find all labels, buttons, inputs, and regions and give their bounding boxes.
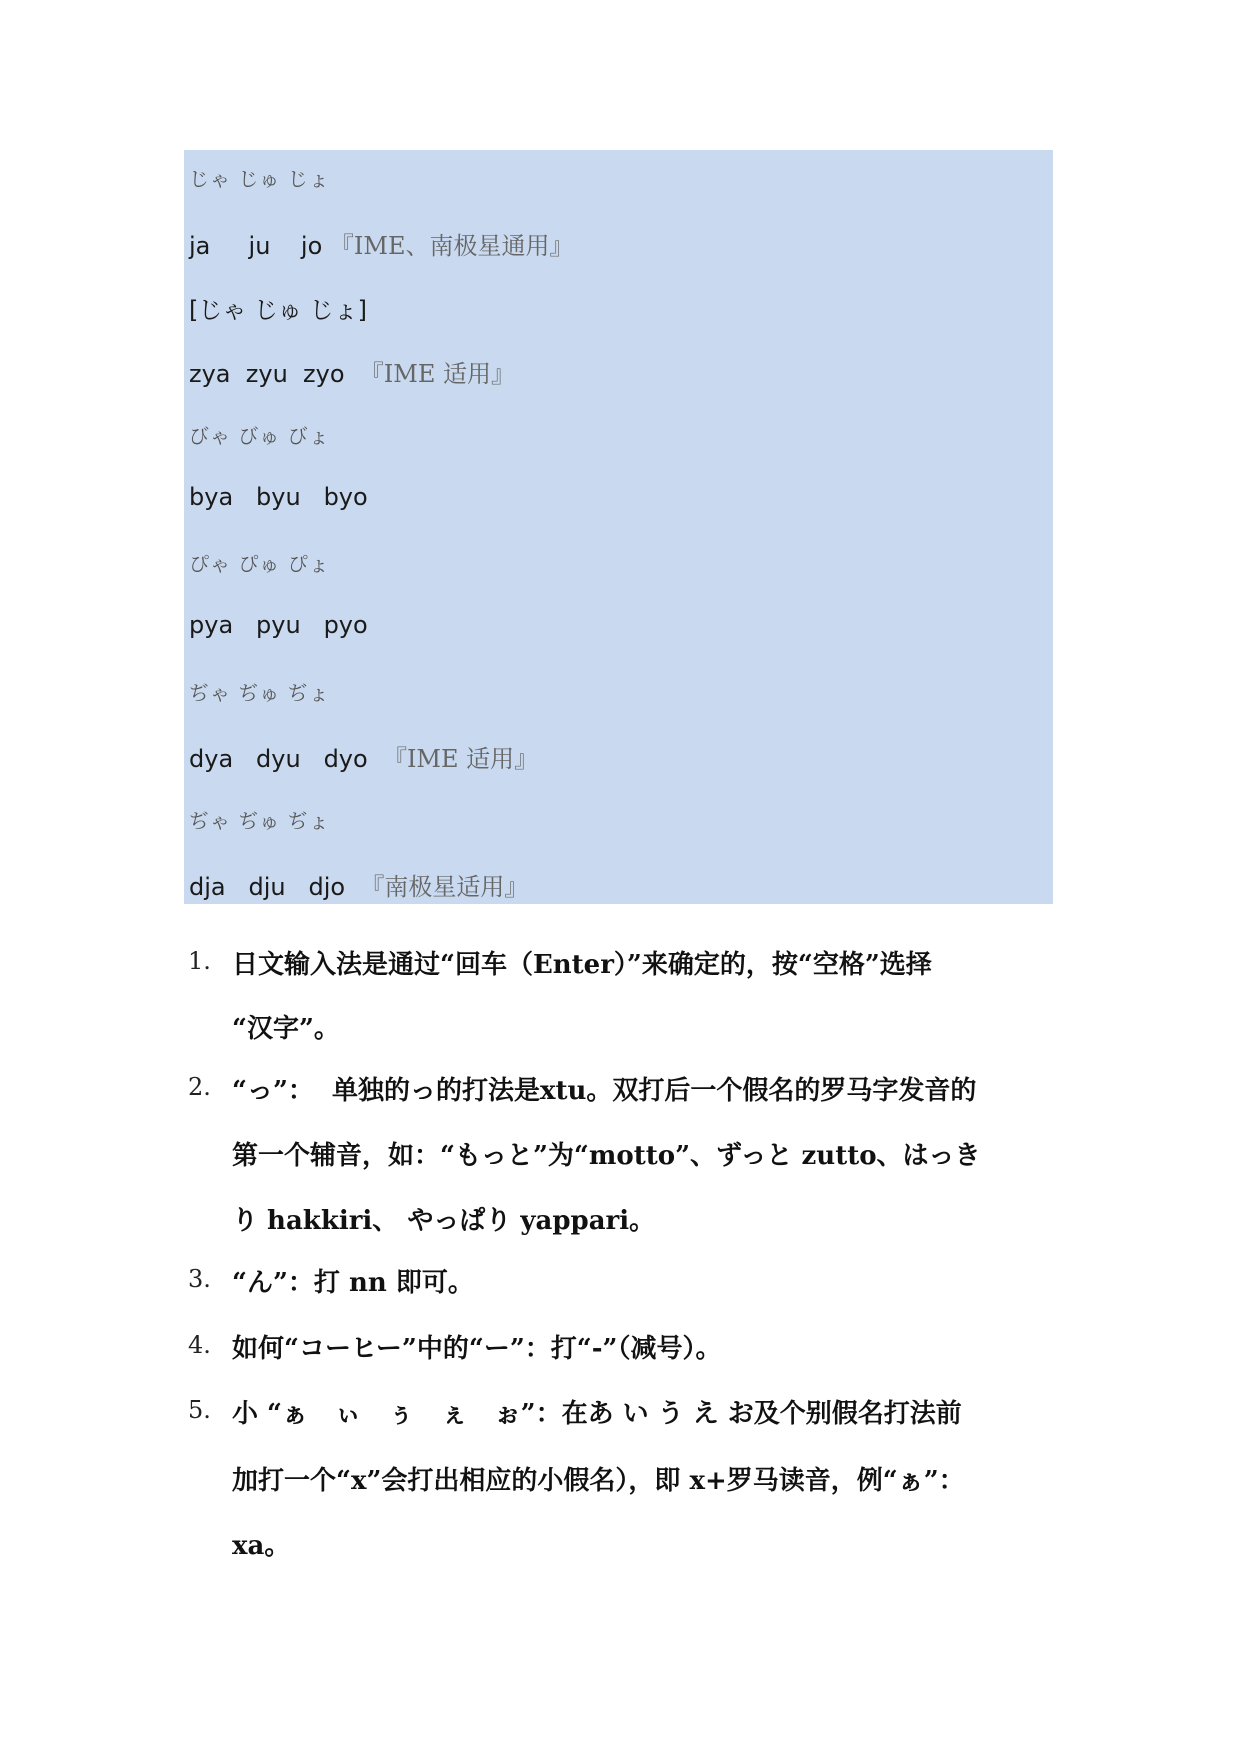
highlighted-block	[184, 150, 1053, 904]
list-number: 2.	[188, 1073, 211, 1101]
kana-line-dya: ぢゃ ぢゅ ぢょ	[189, 681, 330, 705]
list-item-text: 小 “ぁ ぃ ぅ ぇ ぉ”：在あ い う え お及个别假名打法前	[232, 1399, 962, 1429]
romaji-line-ja: ja ju jo 『IME、南极星通用』	[189, 232, 574, 260]
list-item-text: 第一个辅音，如：“もっと”为“motto”、ずっと zutto、はっき	[232, 1141, 981, 1171]
kana-line-dja: ぢゃ ぢゅ ぢょ	[189, 809, 330, 833]
romaji-line-dja: dja dju djo 『南极星适用』	[189, 873, 529, 901]
kana-line-pya: ぴゃ ぴゅ ぴょ	[189, 552, 330, 576]
usage-note: 『IME 适用』	[359, 360, 515, 388]
kana-line-bya: びゃ びゅ びょ	[189, 424, 330, 448]
usage-note: 『南极星适用』	[360, 873, 529, 901]
list-number: 3.	[188, 1265, 211, 1293]
romaji-line-dya: dya dyu dyo 『IME 适用』	[189, 745, 539, 773]
kana-line-ja-alt: [じゃ じゅ じょ]	[189, 296, 367, 324]
list-number: 5.	[188, 1396, 211, 1424]
romaji-line-zya: zya zyu zyo 『IME 适用』	[189, 360, 515, 388]
romaji-line-bya: bya byu byo	[189, 483, 368, 511]
list-number: 4.	[188, 1331, 211, 1359]
list-item-text: “っ”： 单独的っ的打法是xtu。双打后一个假名的罗马字发音的	[232, 1076, 977, 1106]
romaji-line-pya: pya pyu pyo	[189, 611, 368, 639]
list-item-text: “汉字”。	[232, 1014, 340, 1044]
usage-note: 『IME、南极星通用』	[329, 232, 574, 260]
list-item-text: 如何“コーヒー”中的“ー”：打“-”（减号）。	[232, 1334, 722, 1364]
list-item-text: 日文输入法是通过“回车（Enter）”来确定的，按“空格”选择	[232, 950, 932, 980]
usage-note: 『IME 适用』	[382, 745, 539, 773]
list-item-text: xa。	[232, 1531, 291, 1561]
kana-line-ja: じゃ じゅ じょ	[189, 167, 330, 191]
list-item-text: 加打一个“x”会打出相应的小假名），即 x+罗马读音，例“ぁ”：	[232, 1466, 965, 1496]
list-item-text: “ん”：打 nn 即可。	[232, 1268, 474, 1298]
list-item-text: り hakkiri、 やっぱり yappari。	[232, 1206, 656, 1236]
list-number: 1.	[188, 947, 211, 975]
